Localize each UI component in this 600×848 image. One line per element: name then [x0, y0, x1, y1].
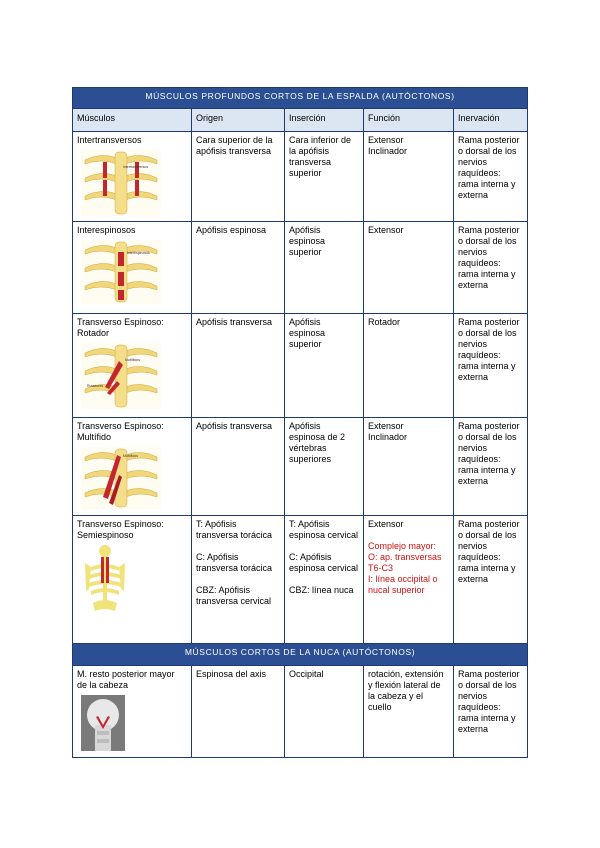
function-line: Extensor	[368, 225, 404, 235]
muscle-name: Intertransversos	[77, 135, 142, 145]
muscle-cell	[73, 314, 192, 418]
muscle-cell	[73, 666, 192, 758]
origin-cell	[192, 516, 285, 644]
function-line: Inclinador	[368, 432, 408, 442]
section-title: MÚSCULOS PROFUNDOS CORTOS DE LA ESPALDA (AUTÓCTONOS)	[73, 88, 528, 109]
innervation-cell: Rama posterior o dorsal de los nervios raquídeos: rama interna y externa	[454, 222, 528, 314]
function-line: Rotador	[368, 317, 401, 327]
spine-illustration	[81, 150, 161, 216]
header-musculos: Músculos	[73, 109, 192, 132]
function-cell	[364, 132, 454, 222]
table-row	[73, 314, 528, 418]
insertion-line: T: Apófisis espinosa cervical	[289, 519, 359, 540]
muscles-table	[72, 87, 528, 758]
origin-cell: Espinosa del axis	[192, 666, 285, 758]
innervation-cell: Rama posterior o dorsal de los nervios raquídeos: rama interna y externa	[454, 132, 528, 222]
spine-illustration	[81, 447, 161, 509]
function-line: Extensor	[368, 421, 404, 431]
image-label: Multífidos	[125, 358, 140, 362]
innervation-cell: Rama posterior o dorsal de los nervios raquídeos: rama interna y externa	[454, 314, 528, 418]
header-row	[73, 109, 528, 132]
origin-line: CBZ: Apófisis transversa cervical	[196, 585, 272, 606]
table-row	[73, 666, 528, 758]
muscle-name: Transverso Espinoso: Multífido	[77, 421, 164, 442]
function-line: Extensor	[368, 519, 404, 529]
origin-cell: Cara superior de la apófisis transversa	[192, 132, 285, 222]
muscle-cell	[73, 516, 192, 644]
innervation-cell: Rama posterior o dorsal de los nervios raquídeos: rama interna y externa	[454, 666, 528, 758]
header-origen: Origen	[192, 109, 285, 132]
muscle-name: Transverso Espinoso: Rotador	[77, 317, 164, 338]
insertion-cell: Apófisis espinosa de 2 vértebras superiores	[285, 418, 364, 516]
function-line: Extensor	[368, 135, 404, 145]
header-inervacion: Inervación	[454, 109, 528, 132]
muscle-cell	[73, 222, 192, 314]
image-label: Multífidos	[123, 454, 138, 458]
insertion-cell: Apófisis espinosa superior	[285, 222, 364, 314]
header-insercion: Inserción	[285, 109, 364, 132]
insertion-line: C: Apófisis espinosa cervical	[289, 552, 359, 573]
section-title-row	[73, 88, 528, 109]
spine-illustration	[81, 343, 161, 409]
header-funcion: Función	[364, 109, 454, 132]
muscle-name: M. resto posterior mayor de la cabeza	[77, 669, 175, 690]
innervation-cell: Rama posterior o dorsal de los nervios raquídeos: rama interna y externa	[454, 516, 528, 644]
function-note: O: ap. transversas T6-C3	[368, 552, 442, 573]
muscle-cell	[73, 132, 192, 222]
function-line: Inclinador	[368, 146, 408, 156]
muscle-name: Transverso Espinoso: Semiespinoso	[77, 519, 164, 540]
insertion-line: CBZ: línea nuca	[289, 585, 354, 595]
muscle-cell	[73, 418, 192, 516]
function-note: I: línea occipital o nucal superior	[368, 574, 438, 595]
muscle-name: Interespinosos	[77, 225, 136, 235]
table-row	[73, 516, 528, 644]
skeleton-illustration	[83, 545, 127, 621]
function-cell	[364, 314, 454, 418]
section-title-row	[73, 644, 528, 666]
table-row	[73, 132, 528, 222]
table-row	[73, 222, 528, 314]
insertion-cell	[285, 516, 364, 644]
section-title: MÚSCULOS CORTOS DE LA NUCA (AUTÓCTONOS)	[73, 644, 528, 666]
origin-cell: Apófisis transversa	[192, 418, 285, 516]
skull-illustration	[81, 695, 125, 751]
function-cell	[364, 418, 454, 516]
function-note: Complejo mayor:	[368, 541, 437, 551]
origin-line: T: Apófisis transversa torácica	[196, 519, 273, 540]
table-row	[73, 418, 528, 516]
image-label: Intertransversos	[123, 165, 149, 169]
image-label: Rotadores	[87, 384, 104, 388]
insertion-cell: Apófisis espinosa superior	[285, 314, 364, 418]
insertion-cell: Occipital	[285, 666, 364, 758]
innervation-cell: Rama posterior o dorsal de los nervios raquídeos: rama interna y externa	[454, 418, 528, 516]
origin-cell: Apófisis transversa	[192, 314, 285, 418]
function-cell	[364, 222, 454, 314]
image-label: Interespinosos	[127, 251, 150, 255]
function-cell	[364, 516, 454, 644]
function-cell: rotación, extensión y flexión lateral de la cabeza y el cuello	[364, 666, 454, 758]
origin-cell: Apófisis espinosa	[192, 222, 285, 314]
spine-illustration	[81, 240, 161, 304]
origin-line: C: Apófisis transversa torácica	[196, 552, 273, 573]
insertion-cell: Cara inferior de la apófisis transversa superior	[285, 132, 364, 222]
